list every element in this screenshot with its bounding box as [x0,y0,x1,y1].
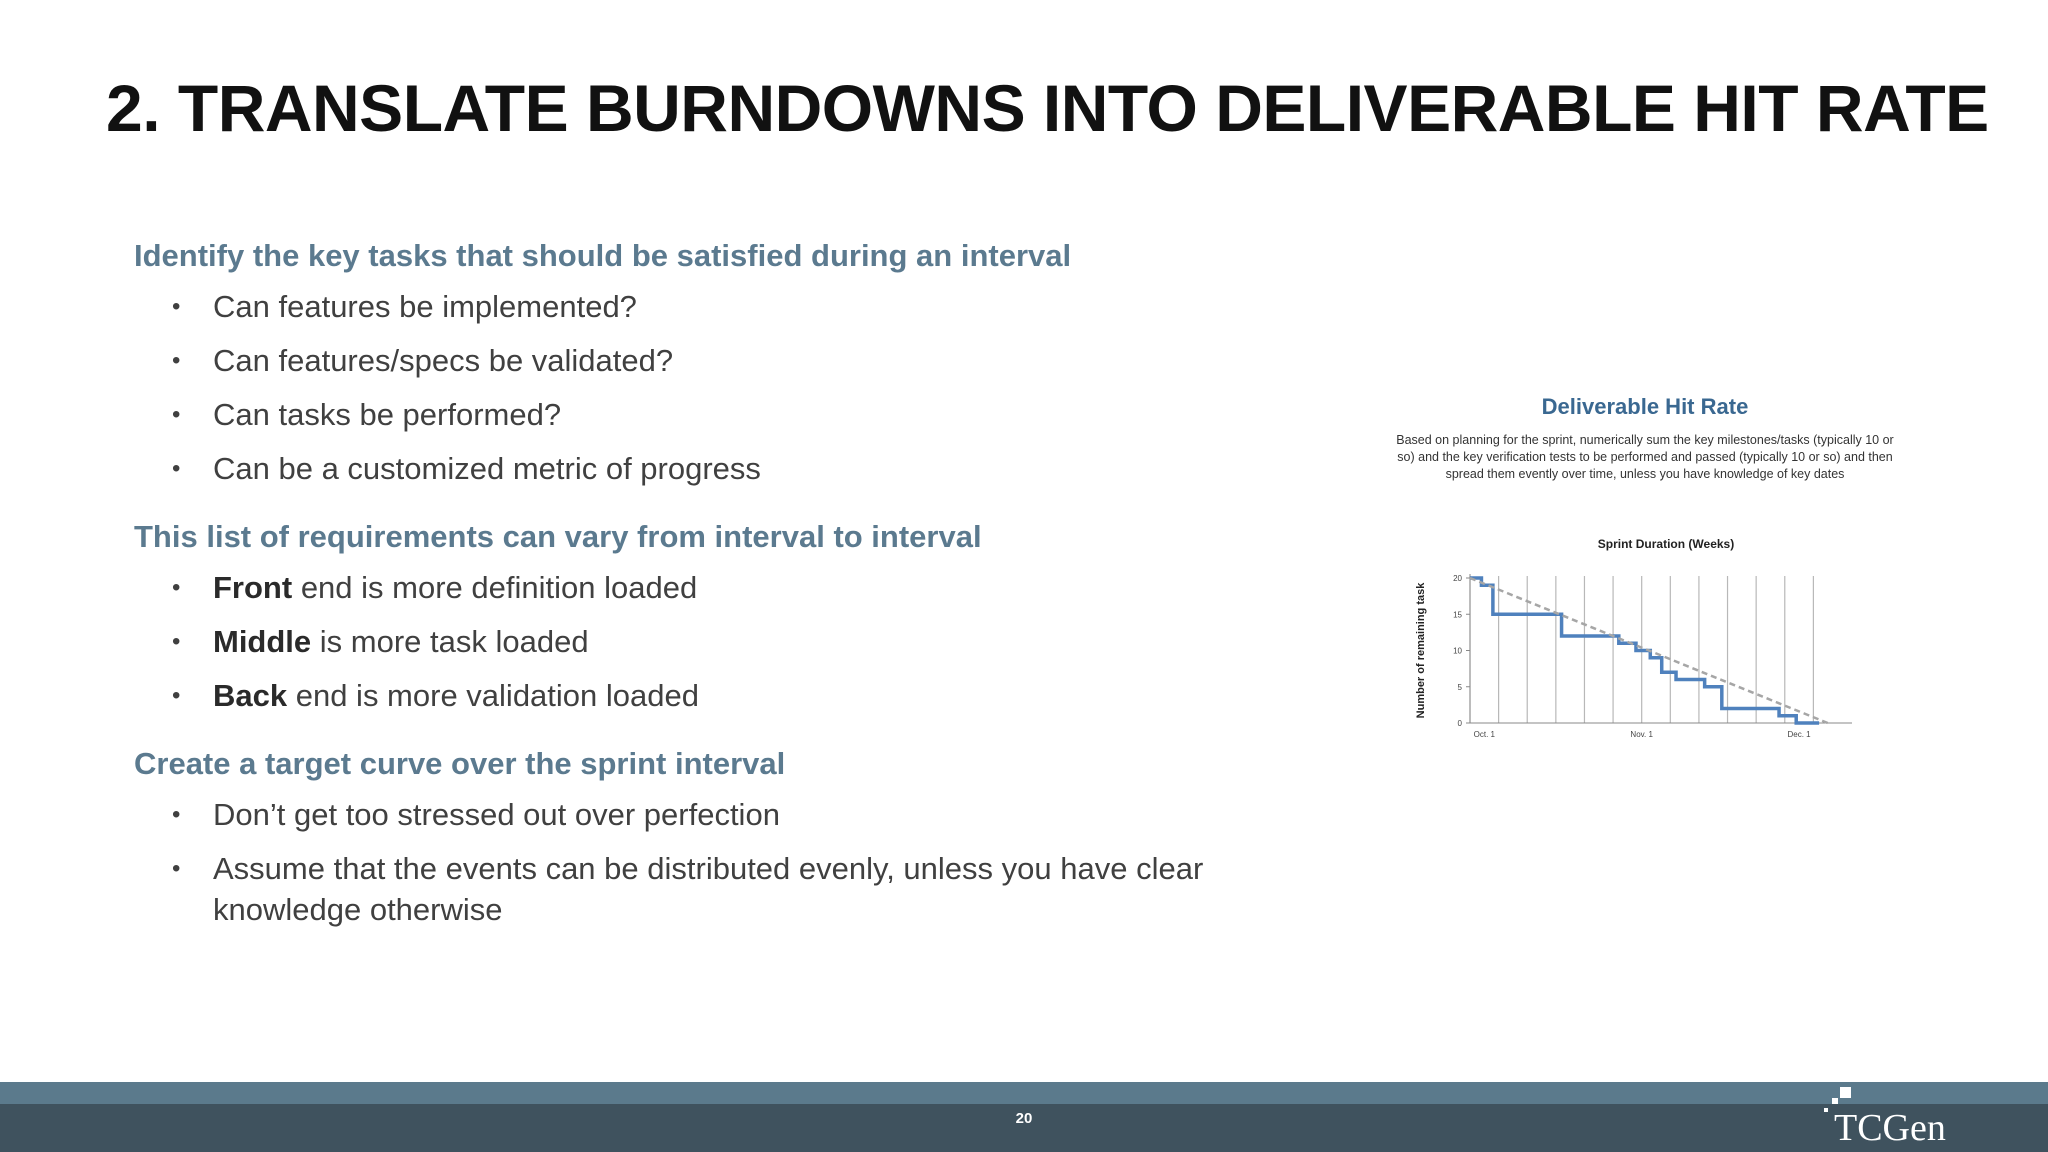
section-heading: Create a target curve over the sprint interval [134,746,786,781]
bullet-icon: • [172,628,181,655]
bullet-item: • Can tasks be performed? [134,394,1254,435]
logo-square-small [1824,1108,1828,1112]
y-axis-label: Number of remaining task [1415,582,1427,719]
bullet-list [134,567,1254,716]
tcgen-logo [1820,1084,1980,1150]
x-tick-label: Nov. 1 [1630,730,1653,739]
logo-square-large [1840,1087,1851,1098]
burndown-figure [1390,388,1900,768]
figure-title: Deliverable Hit Rate [1541,394,1749,419]
bullet-list [134,794,1254,930]
figure-description: Based on planning for the sprint, numerically sum the key milestones/tasks (typically 10 or so) and the key verification tests to be performed and passed (typically 10 or so) and then spread them evently over time, unless you have knowledge of key dates [1396,433,1894,481]
slide-title: 2. TRANSLATE BURNDOWNS INTO DELIVERABLE HIT RATE [106,71,1989,145]
y-tick-label: 15 [1453,610,1462,620]
bullet-item: • Can be a customized metric of progress [134,448,1254,489]
page-number: 20 [1015,1110,1033,1127]
target-line [1470,578,1828,723]
burndown-chart [1390,528,1900,753]
bullet-icon: • [172,855,181,882]
bullet-item: • Back end is more validation loaded [134,675,1254,716]
bullet-icon: • [172,347,181,374]
section-key-tasks [134,232,1254,489]
logo-text: TCGen [1834,1107,1946,1149]
bullet-item: • Don’t get too stressed out over perfection [134,794,1254,835]
slide-content [134,232,1254,954]
footer-accent-bar [0,1082,2048,1104]
section-requirements [134,513,1254,716]
chart-title: Sprint Duration (Weeks) [1597,537,1735,551]
section-target-curve [134,740,1254,930]
bullet-item: • Assume that the events can be distributed evenly, unless you have clear knowledge otherwise [134,848,1254,930]
bullet-icon: • [172,801,181,828]
section-heading: This list of requirements can vary from interval to interval [134,519,982,554]
bullet-item: • Front end is more definition loaded [134,567,1254,608]
bullet-list [134,286,1254,489]
bullet-item: • Middle is more task loaded [134,621,1254,662]
x-tick-label: Oct. 1 [1473,730,1495,739]
bullet-icon: • [172,682,181,709]
bullet-icon: • [172,293,181,320]
y-tick-label: 5 [1457,682,1462,692]
bullet-item: • Can features/specs be validated? [134,340,1254,381]
bullet-item: • Can features be implemented? [134,286,1254,327]
y-tick-label: 10 [1453,646,1462,656]
y-tick-label: 20 [1453,574,1462,583]
y-tick-label: 0 [1457,719,1462,728]
actual-burndown-line [1470,578,1819,723]
bullet-icon: • [172,574,181,601]
section-heading: Identify the key tasks that should be satisfied during an interval [134,238,1072,273]
bullet-icon: • [172,455,181,482]
logo-square-medium [1832,1098,1838,1104]
bullet-icon: • [172,401,181,428]
x-tick-label: Dec. 1 [1787,730,1811,739]
